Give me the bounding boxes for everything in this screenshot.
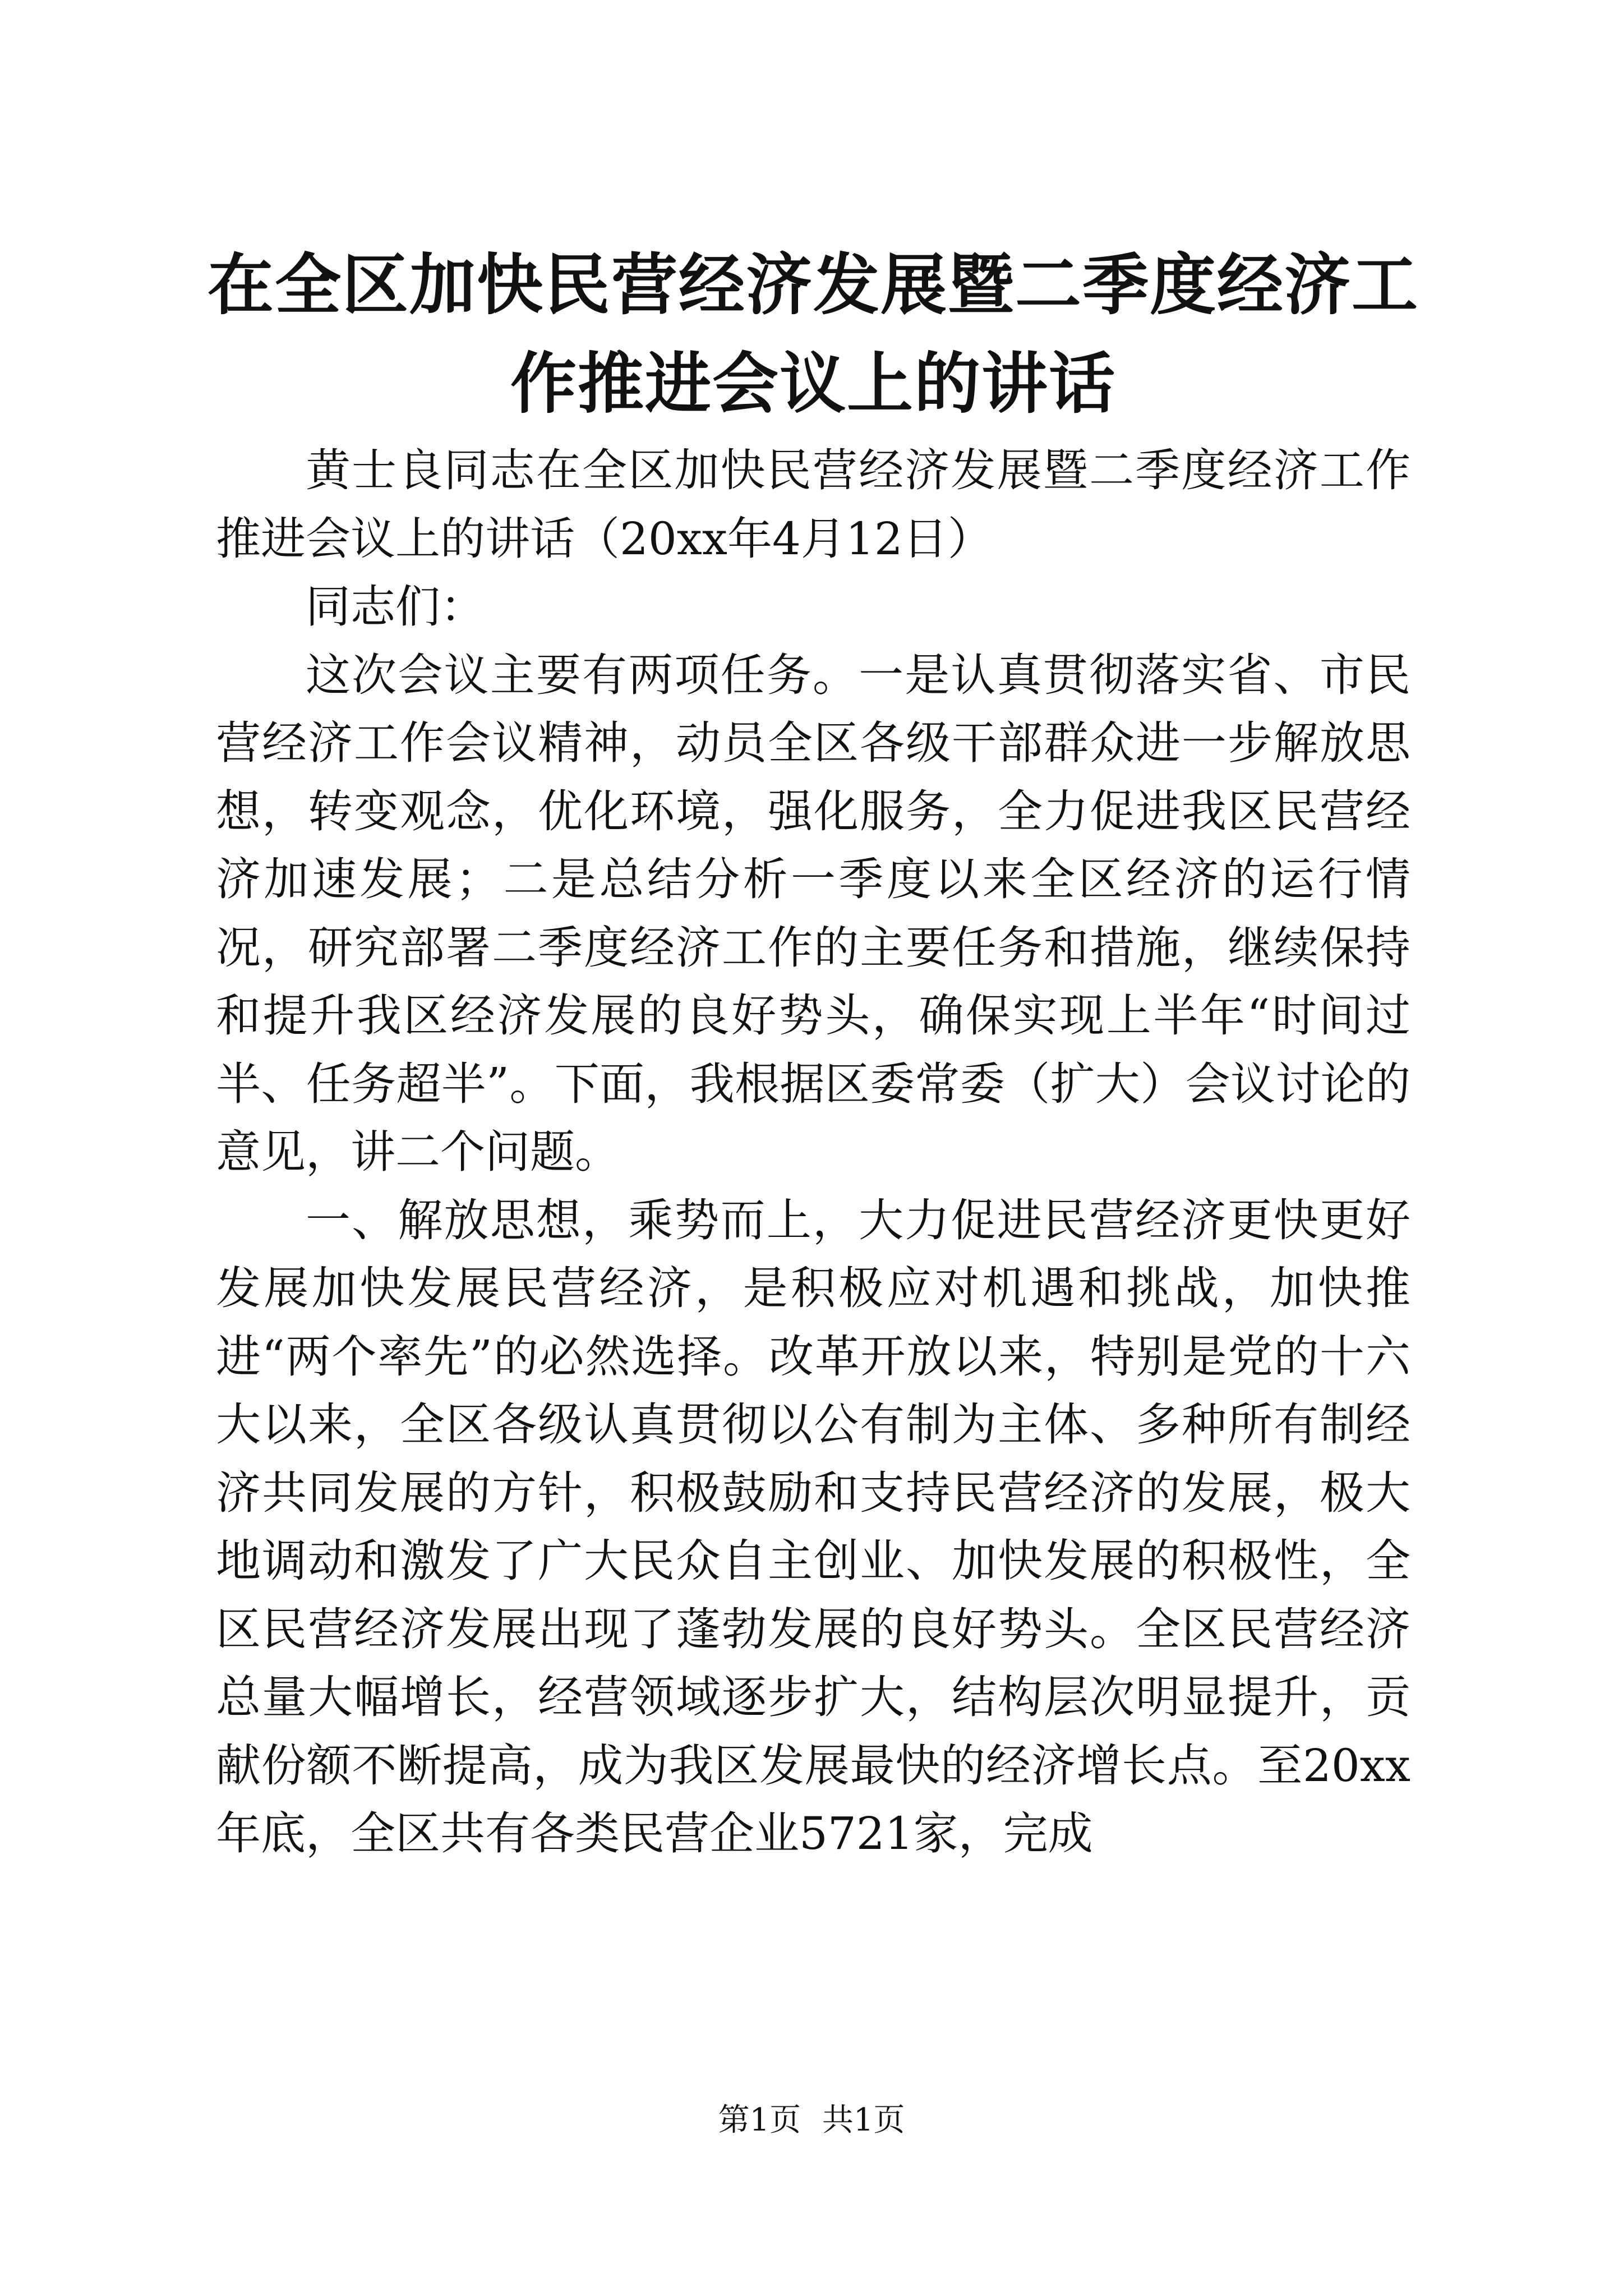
section-one-paragraph: 一、解放思想，乘势而上，大力促进民营经济更快更好发展加快发展民营经济，是积极应对机遇和挑战，加快推进“两个率先”的必然选择。改革开放以来，特别是党的十六大以来，全区各级认真贯彻以公有制为主体、多种所有制经济共同发展的方针，积极鼓励和支持民营经济的发展，极大地调动和激发了广大民众自主创业、加快发展的积极性，全区民营经济发展出现了蓬勃发展的良好势头。全区民营经济总量大幅增长，经营领域逐步扩大，结构层次明显提升，贡献份额不断提高，成为我区发展最快的经济增长点。至20xx年底，全区共有各类民营企业5721家，完成 <box>216 1194 1410 1860</box>
salutation-paragraph: 同志们： <box>306 581 485 633</box>
page-total: 共1页 <box>822 2102 905 2138</box>
page-number: 第1页 <box>718 2102 801 2138</box>
intro-paragraph: 这次会议主要有两项任务。一是认真贯彻落实省、市民营经济工作会议精神，动员全区各级干部群众进一步解放思想，转变观念，优化环境，强化服务，全力促进我区民营经济加速发展；二是总结分析一季度以来全区经济的运行情况，研究部署二季度经济工作的主要任务和措施，继续保持和提升我区经济发展的良好势头，确保实现上半年“时间过半、任务超半”。下面，我根据区委常委（扩大）会议讨论的意见，讲二个问题。 <box>216 648 1410 1178</box>
page-footer <box>0 2101 1623 2140</box>
speaker-paragraph: 黄士良同志在全区加快民营经济发展暨二季度经济工作推进会议上的讲话（20xx年4月12日） <box>216 444 1410 565</box>
document-body <box>216 436 1410 1868</box>
document-title: 在全区加快民营经济发展暨二季度经济工作推进会议上的讲话 <box>207 246 1419 422</box>
